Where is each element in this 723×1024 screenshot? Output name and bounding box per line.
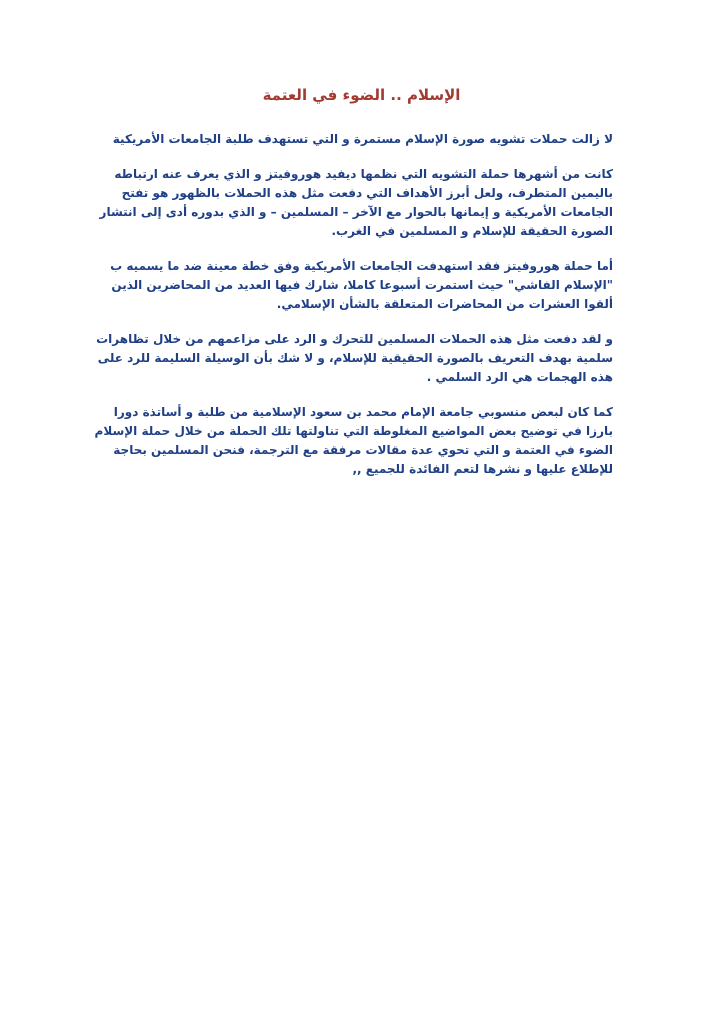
text-line: الجامعات الأمريكية و إيمانها بالحوار مع الآخر – المسلمين – و الذي بدوره أدى إلى انتشار	[99, 205, 613, 219]
text-line: لا زالت حملات تشويه صورة الإسلام مستمرة و التي تستهدف طلبة الجامعات الأمريكية	[112, 132, 613, 146]
text-line: ألقوا العشرات من المحاضرات المتعلقة بالشأن الإسلامي.	[276, 297, 613, 311]
document-title: الإسلام .. الضوء في العتمة	[262, 86, 461, 104]
text-line: الصورة الحقيقة للإسلام و المسلمين في الغرب.	[331, 224, 613, 238]
paragraph-2	[99, 165, 613, 241]
paragraph-1	[108, 130, 613, 149]
paragraph-3	[108, 257, 613, 314]
paragraph-4	[96, 330, 613, 387]
text-line: "الإسلام الفاشي" حيث استمرت أسبوعا كاملا، شارك فيها العديد من المحاضرين الذين	[111, 278, 613, 292]
document-body	[94, 130, 613, 495]
text-line: باليمين المتطرف، ولعل أبرز الأهداف التي دفعت مثل هذه الحملات بالظهور هو تفتح	[121, 186, 613, 200]
text-line: و لقد دفعت مثل هذه الحملات المسلمين للتحرك و الرد على مزاعمهم من خلال تظاهرات	[96, 332, 613, 346]
text-line: كما كان لبعض منسوبي جامعة الإمام محمد بن سعود الإسلامية من طلبة و أساتذة دورا	[113, 405, 613, 419]
text-line: أما حملة هوروفيتز فقد استهدفت الجامعات الأمريكية وفق خطة معينة ضد ما يسميه ب	[110, 259, 613, 273]
text-line: سلمية بهدف التعريف بالصورة الحقيقية للإسلام، و لا شك بأن الوسيلة السليمة للرد على	[97, 351, 613, 365]
text-line: بارزا في توضيح بعض المواضيع المغلوطة التي تناولتها تلك الحملة من خلال حملة الإسلام	[94, 424, 613, 438]
text-line: للإطلاع عليها و نشرها لتعم الفائدة للجميع ,,	[352, 462, 613, 476]
text-line: كانت من أشهرها حملة التشويه التي نظمها ديفيد هوروفيتز و الذي يعرف عنه ارتباطه	[114, 167, 613, 181]
text-line: هذه الهجمات هي الرد السلمي .	[426, 370, 613, 384]
paragraph-5	[94, 403, 613, 479]
text-line: الضوء في العتمة و التي تحوي عدة مقالات مرفقة مع الترجمة، فنحن المسلمين بحاجة	[113, 443, 613, 457]
